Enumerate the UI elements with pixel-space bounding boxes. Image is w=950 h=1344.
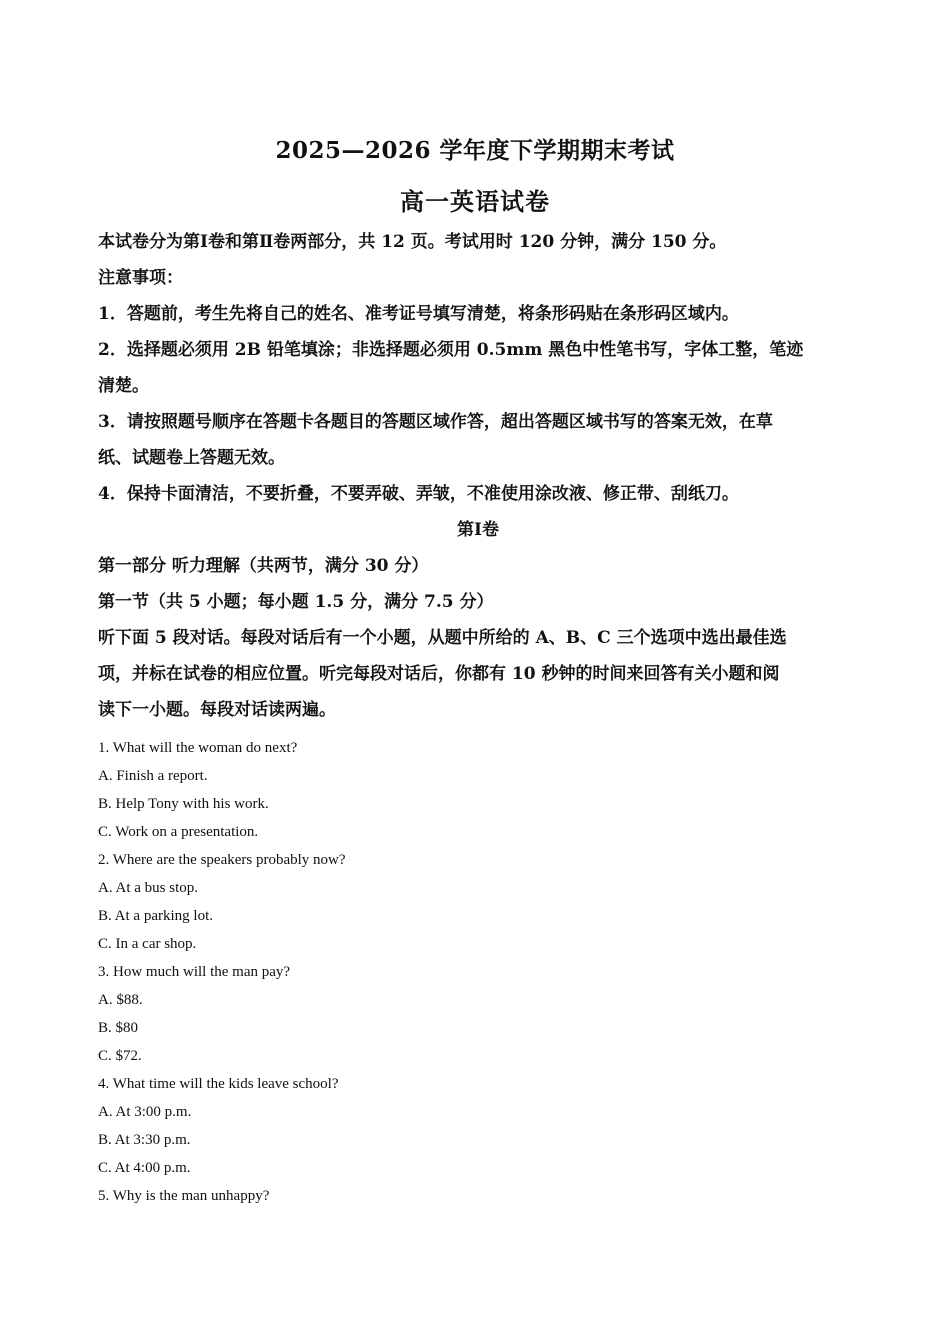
question-line: 1. What will the woman do next? <box>98 740 298 756</box>
option-line: A. At a bus stop. <box>98 880 199 896</box>
option-line: C. In a car shop. <box>98 936 197 952</box>
option-line: B. Help Tony with his work. <box>98 796 269 812</box>
question-line: 4. What time will the kids leave school? <box>98 1076 339 1092</box>
volume-title: 第Ⅰ卷 <box>457 520 499 540</box>
note-line: 3．请按照题号顺序在答题卡各题目的答题区域作答，超出答题区域书写的答案无效，在草 <box>98 412 773 432</box>
option-line: B. $80 <box>98 1020 139 1036</box>
note-line: 2．选择题必须用 2B 铅笔填涂；非选择题必须用 0.5mm 黑色中性笔书写，字体工整，笔迹 <box>98 340 804 360</box>
option-line: B. At a parking lot. <box>98 908 213 924</box>
option-line: A. At 3:00 p.m. <box>98 1104 192 1120</box>
question-line: 5. Why is the man unhappy? <box>98 1188 270 1204</box>
notes-heading: 注意事项： <box>98 268 183 288</box>
option-line: A. $88. <box>98 992 143 1008</box>
note-line: 1．答题前，考生先将自己的姓名、准考证号填写清楚，将条形码贴在条形码区域内。 <box>98 304 739 324</box>
instruction-line: 读下一小题。每段对话读两遍。 <box>98 700 336 720</box>
part-heading: 第一部分 听力理解（共两节，满分 30 分） <box>98 556 429 576</box>
note-line: 4．保持卡面清洁，不要折叠，不要弄破、弄皱，不准使用涂改液、修正带、刮纸刀。 <box>98 484 739 504</box>
option-line: C. Work on a presentation. <box>98 824 259 840</box>
exam-subtitle: 高一英语试卷 <box>400 187 550 216</box>
intro-line: 本试卷分为第Ⅰ卷和第Ⅱ卷两部分，共 12 页。考试用时 120 分钟，满分 150 分。 <box>98 232 727 252</box>
option-line: C. $72. <box>98 1048 142 1064</box>
instruction-line: 项，并标在试卷的相应位置。听完每段对话后，你都有 10 秒钟的时间来回答有关小题和阅 <box>98 664 780 684</box>
question-line: 2. Where are the speakers probably now? <box>98 852 346 868</box>
option-line: C. At 4:00 p.m. <box>98 1160 191 1176</box>
exam-content <box>98 224 858 1210</box>
option-line: B. At 3:30 p.m. <box>98 1132 191 1148</box>
note-line: 纸、试题卷上答题无效。 <box>98 448 285 468</box>
question-list <box>98 734 858 1210</box>
section-heading: 第一节（共 5 小题；每小题 1.5 分，满分 7.5 分） <box>98 592 494 612</box>
option-line: A. Finish a report. <box>98 768 208 784</box>
exam-title: 2025—2026 学年度下学期期末考试 <box>275 137 675 164</box>
question-line: 3. How much will the man pay? <box>98 964 291 980</box>
note-line: 清楚。 <box>98 376 149 396</box>
instruction-line: 听下面 5 段对话。每段对话后有一个小题，从题中所给的 A、B、C 三个选项中选出最佳选 <box>98 628 787 648</box>
